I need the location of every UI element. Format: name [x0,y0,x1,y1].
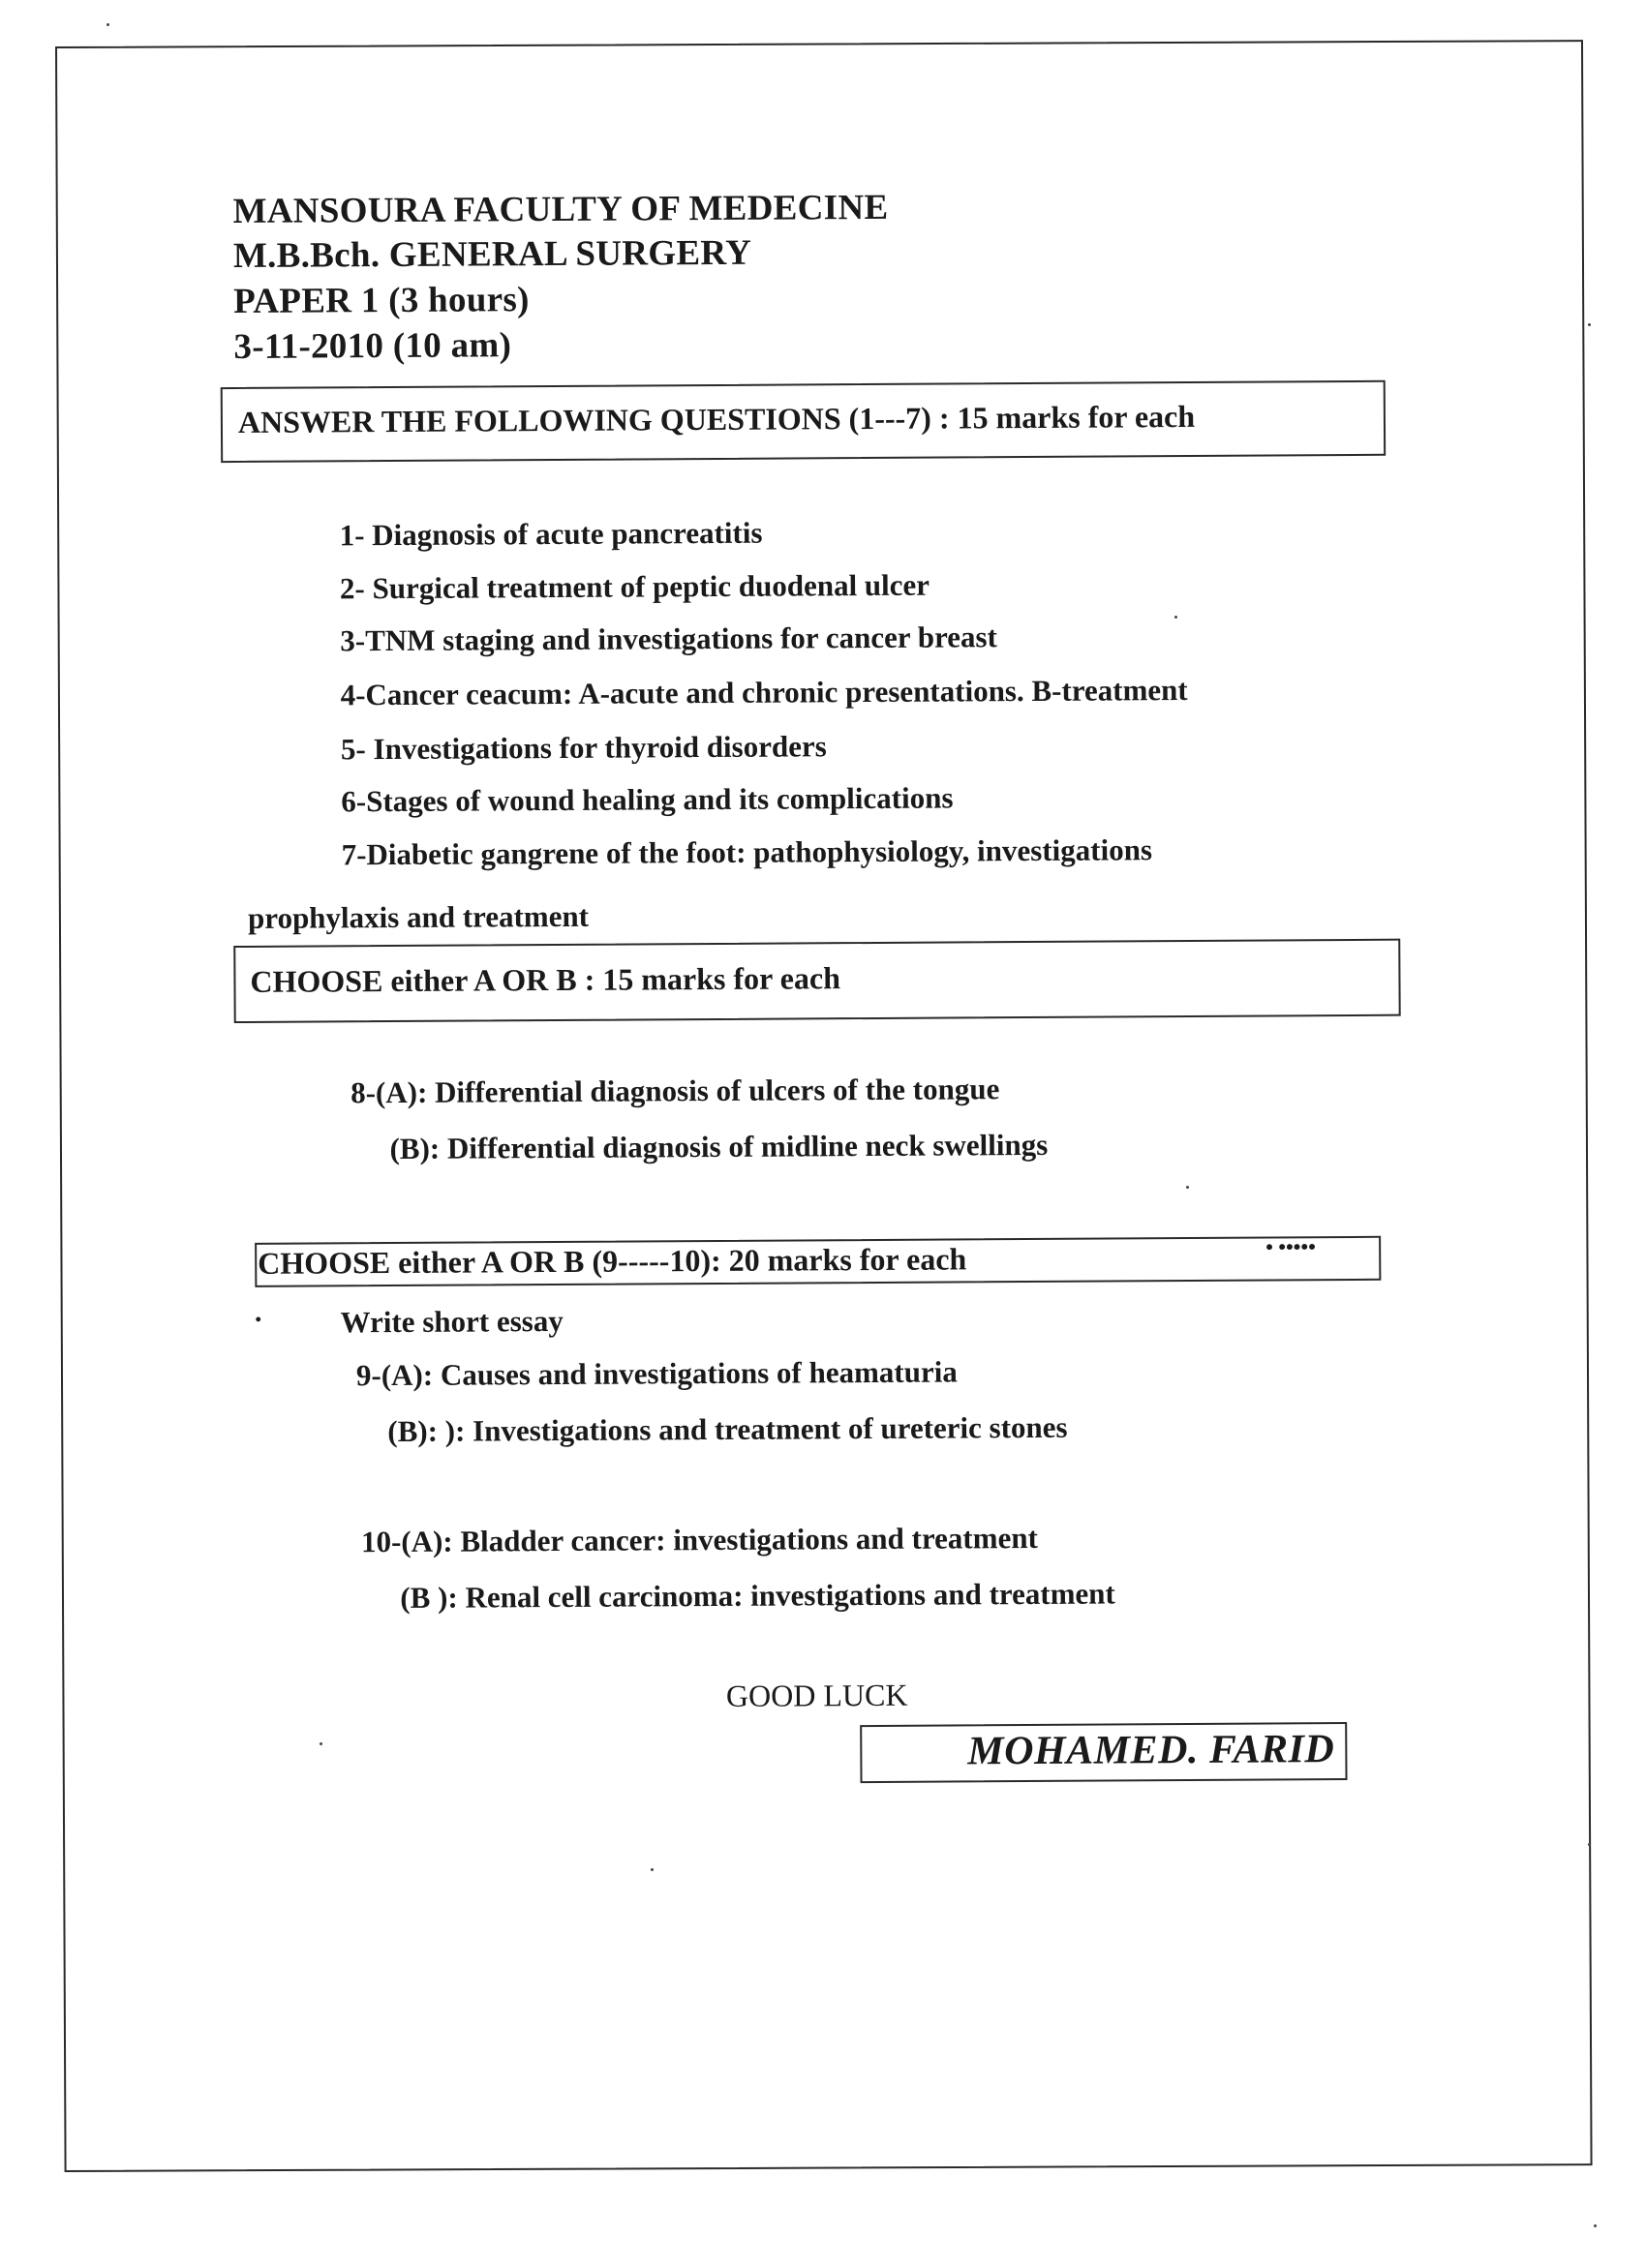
scan-speck [107,23,109,26]
scan-speck [651,1868,654,1871]
course-title: M.B.Bch. GENERAL SURGERY [232,232,752,277]
bullet-dot: • [255,1309,261,1329]
question-9a: 9-(A): Causes and investigations of heamaturia [355,1354,958,1393]
scan-speck [1594,2224,1597,2227]
section3-instruction: CHOOSE either A OR B (9-----10): 20 marks for each [258,1241,967,1281]
exam-date: 3-11-2010 (10 am) [233,325,512,368]
scan-speck [320,1742,322,1745]
question-5: 5- Investigations for thyroid disorders [340,729,827,767]
question-6: 6-Stages of wound healing and its complications [341,780,954,819]
faculty-title: MANSOURA FACULTY OF MEDECINE [232,187,889,232]
paper-duration: PAPER 1 (3 hours) [233,280,530,322]
section1-instruction: ANSWER THE FOLLOWING QUESTIONS (1---7) : 15 marks for each [237,398,1196,439]
question-2: 2- Surgical treatment of peptic duodenal ulcer [339,567,930,606]
section2-instruction: CHOOSE either A OR B : 15 marks for each [250,960,841,999]
question-8b: (B): Differential diagnosis of midline neck swellings [389,1127,1049,1166]
question-3: 3-TNM staging and investigations for cancer breast [340,620,997,658]
question-10b: (B ): Renal cell carcinoma: investigations and treatment [400,1576,1115,1615]
question-9b: (B): ): Investigations and treatment of ureteric stones [387,1409,1068,1449]
question-4: 4-Cancer ceacum: A-acute and chronic presentations. B-treatment [340,672,1188,712]
question-1: 1- Diagnosis of acute pancreatitis [339,515,763,553]
scan-speck [1186,1186,1189,1189]
scan-speck [1588,323,1591,326]
section3-subheading: Write short essay [340,1303,564,1340]
question-7-continuation: prophylaxis and treatment [247,898,590,935]
scan-speck [1588,1843,1591,1846]
section3-trailing-dots: • ••••• [1265,1234,1316,1259]
signature: MOHAMED. FARID [967,1727,1335,1774]
closing-text: GOOD LUCK [725,1677,908,1713]
question-7: 7-Diabetic gangrene of the foot: pathophysiology, investigations [341,832,1153,872]
question-8a: 8-(A): Differential diagnosis of ulcers of the tongue [351,1072,1000,1110]
question-10a: 10-(A): Bladder cancer: investigations and treatment [360,1520,1038,1559]
scan-speck [1174,616,1177,619]
